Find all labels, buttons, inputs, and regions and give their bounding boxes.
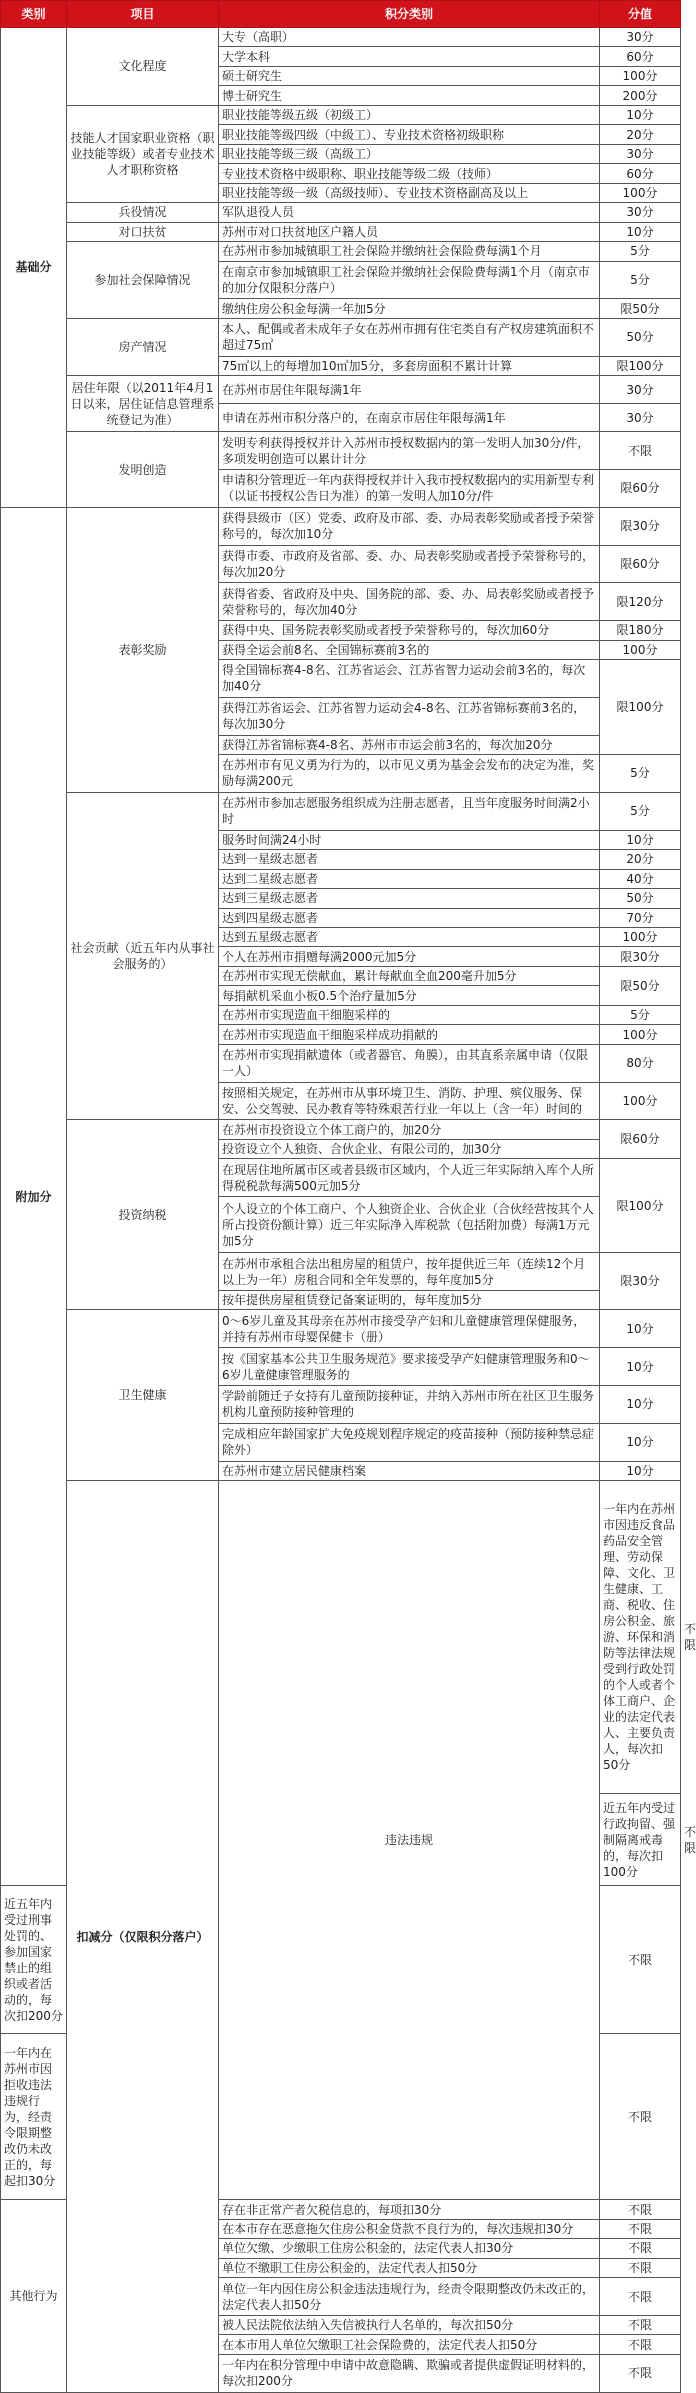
- table-row: [1, 1120, 681, 1139]
- points-cell: 80分: [600, 1044, 681, 1082]
- description-cell: 学龄前随迁子女持有儿童预防接种证，并纳入苏州市所在社区卫生服务机构儿童预防接种管理的: [219, 1386, 600, 1424]
- points-cell: 限180分: [600, 621, 681, 640]
- points-cell: 不限: [600, 2258, 681, 2277]
- item-cell: 表彰奖励: [67, 507, 219, 792]
- points-cell: 60分: [600, 164, 681, 183]
- points-cell: 不限: [600, 2315, 681, 2334]
- description-cell: 0～6岁儿童及其母亲在苏州市接受孕产妇和儿童健康管理保健服务，并持有苏州市母婴保健卡（册）: [219, 1310, 600, 1348]
- points-cell: 不限: [600, 2278, 681, 2316]
- description-cell: 存在非正常产者欠税信息的，每项扣30分: [219, 2200, 600, 2219]
- description-cell: 得全国锦标赛4-8名、江苏省运会、江苏省智力运动会前3名的，每次加40分: [219, 660, 600, 698]
- points-cell: 30分: [600, 28, 681, 47]
- description-cell: 本人、配偶或者未成年子女在苏州市拥有住宅类自有产权房建筑面积不超过75㎡: [219, 318, 600, 356]
- description-cell: 服务时间满24小时: [219, 830, 600, 849]
- description-cell: 在现居住地所属市区或者县级市区域内，个人近三年实际纳入库个人所得税税款每满500元加5分: [219, 1159, 600, 1197]
- points-cell: 30分: [600, 404, 681, 432]
- description-cell: 一年内在积分管理中申请中故意隐瞒、欺骗或者提供虚假证明材料的，每次扣200分: [219, 2354, 600, 2392]
- header-description: 积分类别: [219, 1, 600, 28]
- header-points: 分值: [600, 1, 681, 28]
- description-cell: 达到四星级志愿者: [219, 908, 600, 927]
- description-cell: 获得中央、国务院表彰奖励或者授予荣誉称号的，每次加60分: [219, 621, 600, 640]
- description-cell: 在苏州市有见义勇为行为的，以市见义勇为基金会发布的决定为准，奖励每满200元: [219, 755, 600, 793]
- description-cell: 职业技能等级五级（初级工）: [219, 105, 600, 124]
- description-cell: 达到三星级志愿者: [219, 889, 600, 908]
- description-cell: 军队退役人员: [219, 203, 600, 222]
- points-cell: 限50分: [600, 966, 681, 1005]
- item-cell: 参加社会保障情况: [67, 242, 219, 319]
- points-cell: 限60分: [600, 545, 681, 583]
- description-cell: 一年内在苏州市因拒收违法违规行为，经责令限期整改仍未改正的，每起扣30分: [1, 2034, 67, 2200]
- table-row: [1, 242, 681, 261]
- item-cell: 其他行为: [1, 2200, 67, 2393]
- description-cell: 在苏州市居住年限每满1年: [219, 376, 600, 404]
- points-cell: 100分: [600, 928, 681, 947]
- points-cell: 限60分: [600, 470, 681, 508]
- description-cell: 被人民法院依法纳入失信被执行人名单的，每次扣50分: [219, 2315, 600, 2334]
- points-cell: 10分: [600, 1310, 681, 1348]
- description-cell: 达到五星级志愿者: [219, 928, 600, 947]
- points-cell: 10分: [600, 1348, 681, 1386]
- points-cell: 30分: [600, 144, 681, 163]
- table-row: [1, 432, 681, 470]
- description-cell: 单位不缴职工住房公积金的，法定代表人扣50分: [219, 2258, 600, 2277]
- points-cell: 不限: [600, 2200, 681, 2219]
- points-cell: 30分: [600, 203, 681, 222]
- description-cell: 75㎡以上的每增加10㎡加5分，多套房面积不累计计算: [219, 356, 600, 375]
- description-cell: 获得省委、省政府及中央、国务院的部、委、办、局表彰奖励或者授予荣誉称号的，每次加40分: [219, 583, 600, 621]
- description-cell: 缴纳住房公积金每满一年加5分: [219, 299, 600, 318]
- description-cell: 获得市委、市政府及省部、委、办、局表彰奖励或者授予荣誉称号的，每次加20分: [219, 545, 600, 583]
- points-cell: 5分: [600, 792, 681, 830]
- points-cell: 限30分: [600, 947, 681, 966]
- description-cell: 在苏州市承租合法出租房屋的租赁户，按年提供近三年（连续12个月以上为一年）房租合同和全年发票的，每年度加5分: [219, 1253, 600, 1291]
- header-item: 项目: [67, 1, 219, 28]
- points-cell: 5分: [600, 1005, 681, 1024]
- description-cell: 在苏州市实现造血干细胞采样成功捐献的: [219, 1025, 600, 1044]
- points-cell: 100分: [600, 1025, 681, 1044]
- item-cell: 投资纳税: [67, 1120, 219, 1310]
- table-row: 扣减分（仅限积分落户） 违法违规 一年内在苏州市因违反食品药品安全管理、劳动保障、文化、卫生健康、工商、税收、住房公积金、旅游、环保和消防等法律法规受到行政处罚的个人或者个体工商户、企业的法定代表人、主要负责人，每次扣50分 不限: [1, 1481, 681, 1794]
- description-cell: 申请积分管理近一年内获得授权并计入我市授权数据内的实用新型专利（以证书授权公告日为准）的第一发明人加10分/件: [219, 470, 600, 508]
- table-row: [1, 105, 681, 124]
- description-cell: 在苏州市实现造血干细胞采样的: [219, 1005, 600, 1024]
- description-cell: 按照相关规定，在苏州市从事环境卫生、消防、护理、殡仪服务、保安、公交驾驶、民办教育等特殊艰苦行业一年以上（含一年）时间的: [219, 1082, 600, 1120]
- points-cell: 限50分: [600, 299, 681, 318]
- description-cell: 近五年内受过刑事处罚的、参加国家禁止的组织或者活动的，每次扣200分: [1, 1886, 67, 2034]
- points-cell: 限100分: [600, 1159, 681, 1253]
- description-cell: 达到一星级志愿者: [219, 850, 600, 869]
- item-cell: 违法违规: [219, 1481, 600, 2200]
- description-cell: 近五年内受过行政拘留、强制隔离戒毒的，每次扣100分: [600, 1793, 681, 1886]
- table-row: [1, 1310, 681, 1348]
- description-cell: 在苏州市参加城镇职工社会保险并缴纳社会保险费每满1个月: [219, 242, 600, 261]
- points-cell: 30分: [600, 376, 681, 404]
- description-cell: 按年提供房屋租赁登记备案证明的，每年度加5分: [219, 1290, 600, 1309]
- item-cell: 居住年限（以2011年4月1日以来，居住证信息管理系统登记为准）: [67, 376, 219, 432]
- table-row: [1, 376, 681, 404]
- description-cell: 苏州市对口扶贫地区户籍人员: [219, 222, 600, 241]
- points-cell: 50分: [600, 318, 681, 356]
- item-cell: 卫生健康: [67, 1310, 219, 1481]
- table-row: [1, 507, 681, 545]
- description-cell: 申请在苏州市积分落户的，在南京市居住年限每满1年: [219, 404, 600, 432]
- points-cell: 100分: [600, 1082, 681, 1120]
- description-cell: 职业技能等级三级（高级工）: [219, 144, 600, 163]
- item-cell: 文化程度: [67, 28, 219, 106]
- points-cell: 20分: [600, 125, 681, 144]
- description-cell: 单位欠缴、少缴职工住房公积金的，法定代表人扣30分: [219, 2239, 600, 2258]
- points-cell: 限60分: [600, 1120, 681, 1159]
- description-cell: 获得全运会前8名、全国锦标赛前3名的: [219, 640, 600, 659]
- description-cell: 硕士研究生: [219, 66, 600, 85]
- item-cell: 房产情况: [67, 318, 219, 375]
- table-row: [1, 222, 681, 241]
- points-cell: 限120分: [600, 583, 681, 621]
- table-row: 近五年内受过行政拘留、强制隔离戒毒的，每次扣100分 不限: [1, 1793, 681, 1886]
- description-cell: 达到二星级志愿者: [219, 869, 600, 888]
- points-cell: 200分: [600, 86, 681, 105]
- description-cell: 在苏州市投资设立个体工商户的，加20分: [219, 1120, 600, 1139]
- description-cell: 一年内在苏州市因违反食品药品安全管理、劳动保障、文化、卫生健康、工商、税收、住房公积金、旅游、环保和消防等法律法规受到行政处罚的个人或者个体工商户、企业的法定代表人、主要负责人，每次扣50分: [600, 1481, 681, 1794]
- description-cell: 按《国家基本公共卫生服务规范》要求接受孕产妇健康管理服务和0～6岁儿童健康管理服务的: [219, 1348, 600, 1386]
- description-cell: 大专（高职）: [219, 28, 600, 47]
- points-cell: 不限: [600, 2354, 681, 2392]
- points-cell: 40分: [600, 869, 681, 888]
- points-cell: 不限: [600, 2219, 681, 2238]
- description-cell: 完成相应年龄国家扩大免疫规划程序规定的疫苗接种（预防接种禁忌症除外）: [219, 1423, 600, 1461]
- table-row: [1, 318, 681, 356]
- description-cell: 职业技能等级四级（中级工）、专业技术资格初级职称: [219, 125, 600, 144]
- points-cell: 10分: [600, 1423, 681, 1461]
- points-cell: 限100分: [600, 660, 681, 755]
- category-cell: 扣减分（仅限积分落户）: [67, 1481, 219, 2393]
- points-cell: 100分: [600, 66, 681, 85]
- description-cell: 个人在苏州市捐赠每满2000元加5分: [219, 947, 600, 966]
- category-cell: 附加分: [1, 507, 67, 1886]
- points-cell: 不限: [600, 432, 681, 470]
- points-cell: 10分: [600, 1461, 681, 1480]
- description-cell: 在本市用人单位欠缴职工社会保险费的，法定代表人扣50分: [219, 2335, 600, 2354]
- category-cell: 基础分: [1, 28, 67, 508]
- table-row: [1, 203, 681, 222]
- item-cell: 对口扶贫: [67, 222, 219, 241]
- points-cell: 50分: [600, 889, 681, 908]
- points-cell: 60分: [600, 47, 681, 66]
- header-category: 类别: [1, 1, 67, 28]
- item-cell: 技能人才国家职业资格（职业技能等级）或者专业技术人才职称资格: [67, 105, 219, 202]
- points-cell: 5分: [600, 261, 681, 299]
- description-cell: 单位一年内因住房公积金违法违规行为，经责令限期整改仍未改正的，法定代表人扣50分: [219, 2278, 600, 2316]
- description-cell: 大学本科: [219, 47, 600, 66]
- description-cell: 在苏州市实现捐献遗体（或者器官、角膜），由其直系亲属申请（仅限一人）: [219, 1044, 600, 1082]
- description-cell: 职业技能等级一级（高级技师）、专业技术资格副高及以上: [219, 183, 600, 202]
- description-cell: 博士研究生: [219, 86, 600, 105]
- points-cell: 不限: [600, 2034, 681, 2200]
- description-cell: 在苏州市参加志愿服务组织成为注册志愿者，且当年度服务时间满2小时: [219, 792, 600, 830]
- points-cell: 10分: [600, 1386, 681, 1424]
- points-cell: 10分: [600, 830, 681, 849]
- points-cell: 10分: [600, 105, 681, 124]
- item-cell: 发明创造: [67, 432, 219, 508]
- description-cell: 在苏州市实现无偿献血，累计每献血全血200毫升加5分: [219, 966, 600, 985]
- description-cell: 在苏州市建立居民健康档案: [219, 1461, 600, 1480]
- points-cell: 限100分: [600, 356, 681, 375]
- table-row: [1, 792, 681, 830]
- description-cell: 获得县级市（区）党委、政府及市部、委、办局表彰奖励或者授予荣誉称号的，每次加10分: [219, 507, 600, 545]
- points-cell: 5分: [600, 242, 681, 261]
- description-cell: 每捐献机采血小板0.5个治疗量加5分: [219, 986, 600, 1005]
- description-cell: 专业技术资格中级职称、职业技能等级二级（技师）: [219, 164, 600, 183]
- description-cell: 在本市存在恶意拖欠住房公积金贷款不良行为的，每次违规扣30分: [219, 2219, 600, 2238]
- description-cell: 个人设立的个体工商户、个人独资企业、合伙企业（合伙经营按其个人所占投资份额计算）近三年实际净入库税款（包括附加费）每满1万元加5分: [219, 1197, 600, 1253]
- points-cell: 20分: [600, 850, 681, 869]
- description-cell: 发明专利获得授权并计入苏州市授权数据内的第一发明人加30分/件，多项发明创造可以累计计分: [219, 432, 600, 470]
- points-cell: 100分: [600, 183, 681, 202]
- points-cell: 70分: [600, 908, 681, 927]
- description-cell: 在南京市参加城镇职工社会保险并缴纳社会保险费每满1个月（南京市的加分仅限积分落户）: [219, 261, 600, 299]
- table-header: [1, 1, 681, 28]
- points-cell: 不限: [600, 2335, 681, 2354]
- points-cell: 限30分: [600, 507, 681, 545]
- item-cell: 社会贡献（近五年内从事社会服务的）: [67, 792, 219, 1120]
- item-cell: 兵役情况: [67, 203, 219, 222]
- description-cell: 投资设立个人独资、合伙企业、有限公司的，加30分: [219, 1139, 600, 1158]
- points-cell: 不限: [600, 1886, 681, 2034]
- description-cell: 获得江苏省运会、江苏省智力运动会4-8名、江苏省锦标赛前3名的，每次加30分: [219, 697, 600, 735]
- points-cell: 不限: [600, 2239, 681, 2258]
- points-cell: 10分: [600, 222, 681, 241]
- points-cell: 5分: [600, 755, 681, 793]
- description-cell: 获得江苏省锦标赛4-8名、苏州市市运会前3名的，每次加20分: [219, 735, 600, 754]
- points-cell: 限30分: [600, 1253, 681, 1310]
- points-cell: 100分: [600, 640, 681, 659]
- table-row: [1, 28, 681, 47]
